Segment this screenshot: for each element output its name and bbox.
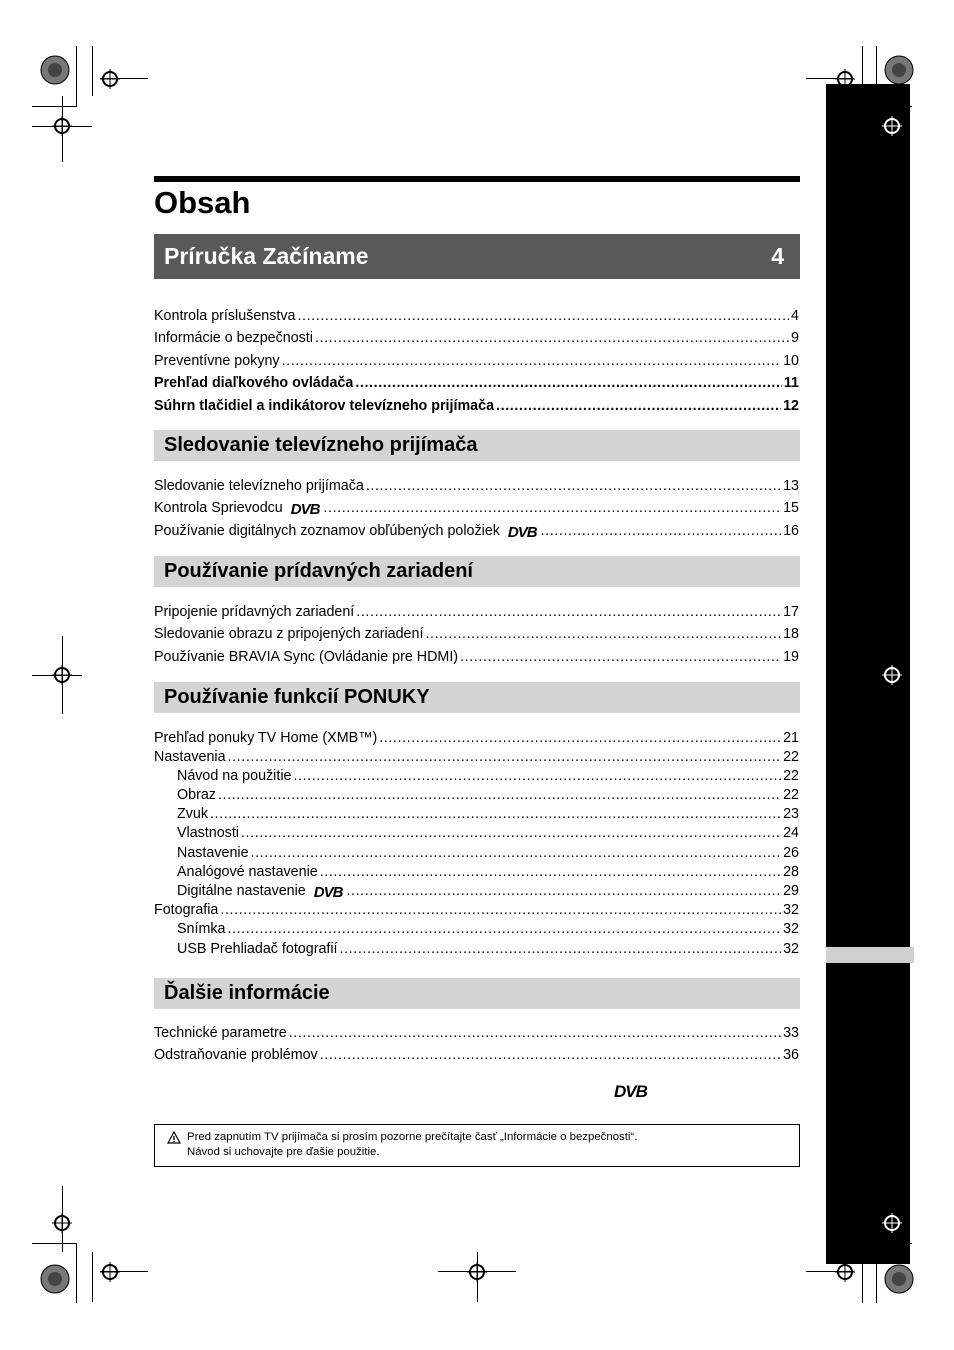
toc-entry[interactable]: Prehľad diaľkového ovládača ..... 11 <box>154 369 799 392</box>
safety-notice <box>154 1124 800 1167</box>
section-page-number: 4 <box>771 243 784 269</box>
toc-subentry[interactable]: Návod na použitie ..... 22 <box>154 765 799 784</box>
side-tab-stripe <box>826 947 914 963</box>
toc-entry[interactable]: Odstraňovanie problémov ..... 36 <box>154 1041 799 1064</box>
toc-entry[interactable]: Sledovanie televízneho prijímača ..... 13 <box>154 471 799 494</box>
toc-entry[interactable]: Prehľad ponuky TV Home (XMB™) ..... 21 <box>154 723 799 746</box>
toc-subentry[interactable]: USB Prehliadač fotografií ..... 32 <box>154 937 799 956</box>
crosshair-icon <box>882 116 902 136</box>
toc-list <box>154 1018 799 1063</box>
page-title: Obsah <box>154 185 251 220</box>
toc-entry[interactable]: Pripojenie prídavných zariadení ..... 17 <box>154 597 799 620</box>
toc-entry[interactable]: Kontrola Sprievodcu DVB ..... 15 <box>154 494 799 517</box>
toc-entry[interactable]: Preventívne pokyny ..... 10 <box>154 346 799 369</box>
crosshair-icon <box>100 69 120 89</box>
dvb-logo-icon: DVB <box>313 884 343 901</box>
section-banner <box>154 978 800 1009</box>
toc-subentry[interactable]: Zvuk ..... 23 <box>154 803 799 822</box>
warning-triangle-icon <box>167 1131 181 1149</box>
section-menu-functions <box>154 682 800 713</box>
toc-entry[interactable]: Sledovanie obrazu z pripojených zariadení ..... 18 <box>154 620 799 643</box>
section-banner <box>154 234 800 279</box>
section-title: Ďalšie informácie <box>164 982 330 1004</box>
title-rule <box>154 176 800 182</box>
toc-entry[interactable]: Používanie BRAVIA Sync (Ovládanie pre HDMI) ..... 19 <box>154 642 799 665</box>
toc-entry[interactable]: Nastavenia ..... 22 <box>154 746 799 765</box>
section-banner <box>154 556 800 587</box>
toc-entry[interactable]: Kontrola príslušenstva ..... 4 <box>154 301 799 324</box>
dvb-logo-icon: DVB <box>614 1082 647 1101</box>
section-getting-started <box>154 234 800 279</box>
crosshair-icon <box>882 1213 902 1233</box>
registration-mark-icon <box>40 1264 70 1294</box>
section-title: Sledovanie televízneho prijímača <box>164 434 478 456</box>
section-title: Príručka Začíname <box>164 243 369 269</box>
toc-list <box>154 301 799 414</box>
section-additional-equipment <box>154 556 800 587</box>
section-banner <box>154 682 800 713</box>
notice-line: Návod si uchovajte pre ďašie použitie. <box>187 1146 380 1158</box>
section-banner <box>154 430 800 461</box>
toc-entry[interactable]: Fotografia ..... 32 <box>154 899 799 918</box>
toc-entry[interactable]: Informácie o bezpečnosti ..... 9 <box>154 324 799 347</box>
toc-list <box>154 597 799 665</box>
dvb-logo-icon: DVB <box>290 501 320 518</box>
crosshair-icon <box>835 1262 855 1282</box>
toc-list <box>154 723 799 957</box>
section-additional-info <box>154 978 800 1009</box>
notice-line: Pred zapnutím TV prijímača si prosím pozorne prečítajte časť „Informácie o bezpečnosti“. <box>187 1131 638 1143</box>
section-watching-tv <box>154 430 800 461</box>
registration-mark-icon <box>884 55 914 85</box>
registration-mark-icon <box>40 55 70 85</box>
section-title: Používanie prídavných zariadení <box>164 560 473 582</box>
toc-list <box>154 471 799 539</box>
toc-subentry[interactable]: Nastavenie ..... 26 <box>154 841 799 860</box>
toc-entry[interactable]: Súhrn tlačidiel a indikátorov televízneho prijímača ..... 12 <box>154 391 799 414</box>
toc-subentry[interactable]: Snímka ..... 32 <box>154 918 799 937</box>
toc-entry[interactable]: Používanie digitálnych zoznamov obľúbených položiek DVB ..... 16 <box>154 516 799 539</box>
toc-subentry[interactable]: Obraz ..... 22 <box>154 784 799 803</box>
section-title: Používanie funkcií PONUKY <box>164 686 430 708</box>
crosshair-icon <box>100 1262 120 1282</box>
toc-subentry[interactable]: Vlastnosti ..... 24 <box>154 822 799 841</box>
dvb-logo-icon: DVB <box>507 523 537 541</box>
toc-entry[interactable]: Technické parametre ..... 33 <box>154 1018 799 1041</box>
toc-subentry[interactable]: Analógové nastavenie ..... 28 <box>154 861 799 880</box>
registration-mark-icon <box>884 1264 914 1294</box>
toc-subentry[interactable]: Digitálne nastavenie DVB ..... 29 <box>154 880 799 899</box>
crosshair-icon <box>882 665 902 685</box>
